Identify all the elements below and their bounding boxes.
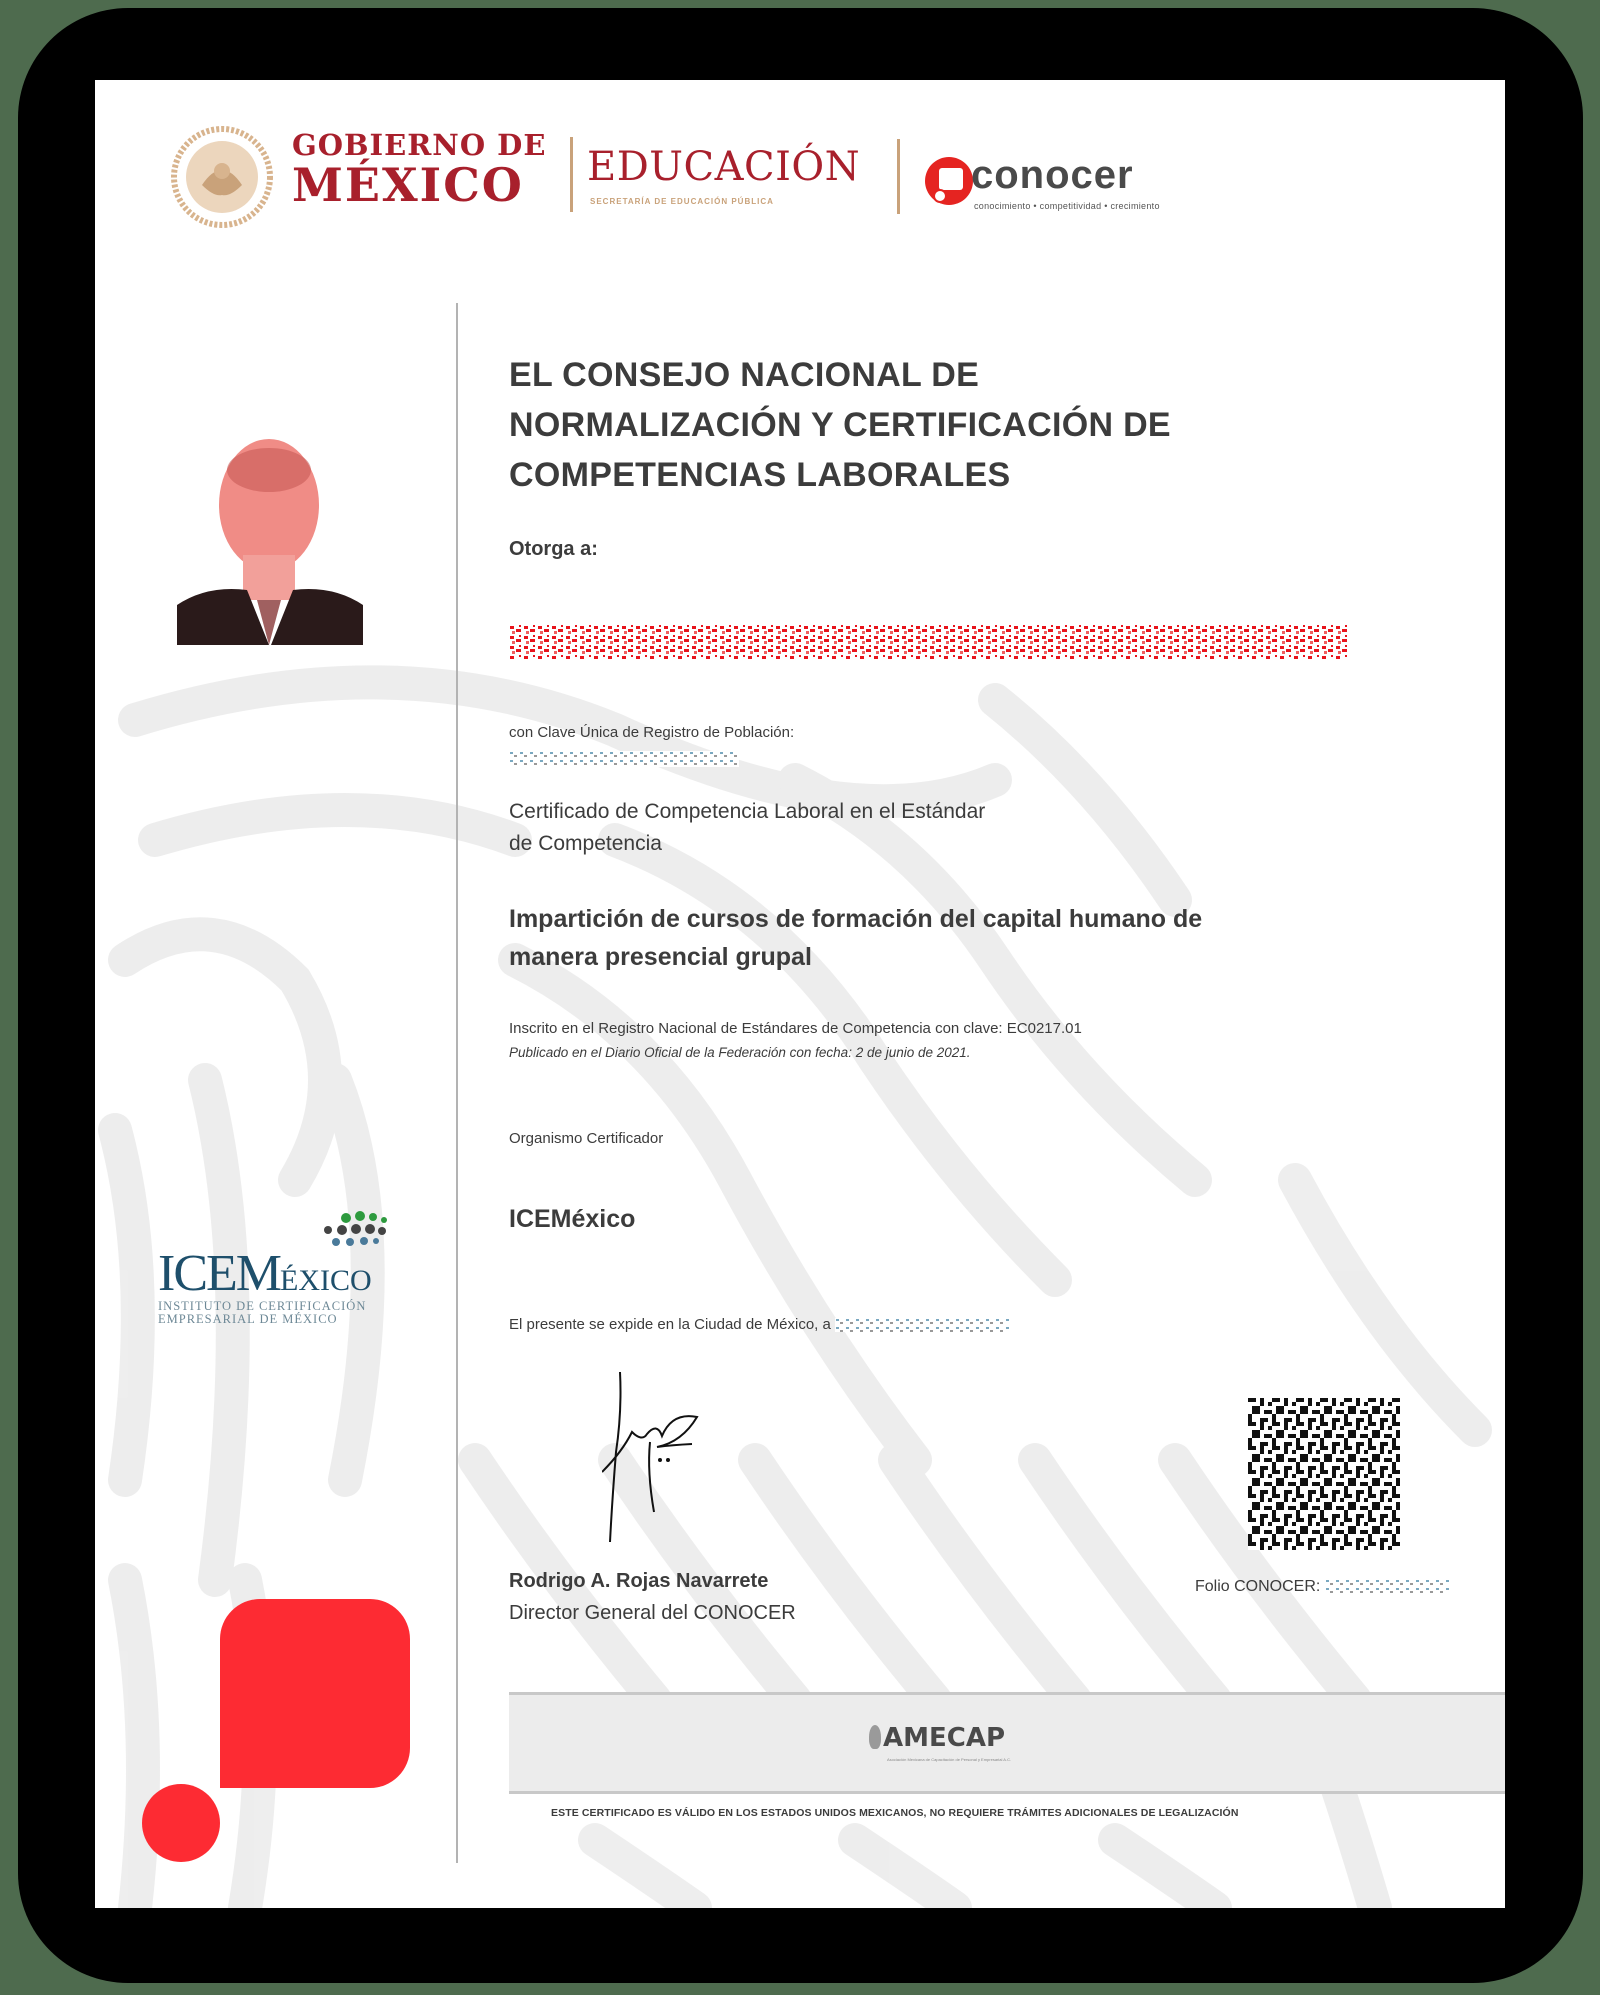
conocer-tagline: conocimiento • competitividad • crecimiento <box>974 201 1160 211</box>
issue-statement: El presente se expide en la Ciudad de México, a <box>509 1316 1010 1333</box>
signer-role: Director General del CONOCER <box>509 1602 796 1624</box>
issue-date-redacted <box>835 1318 1010 1332</box>
recipient-photo <box>177 425 363 645</box>
certificate-description: Certificado de Competencia Laboral en el Estándar de Competencia <box>509 800 986 855</box>
amecap-logo: AMECAP <box>869 1723 1005 1753</box>
amecap-flame-icon <box>869 1725 881 1749</box>
certificate-document <box>95 80 1505 1908</box>
amecap-subtitle: Asociación Mexicana de Capacitación de Personal y Empresarial A.C. <box>887 1757 1012 1762</box>
certifying-body-name: ICEMéxico <box>509 1205 636 1233</box>
curp-value-redacted <box>509 751 739 767</box>
registry-inscription: Inscrito en el Registro Nacional de Estándares de Competencia con clave: EC0217.01 <box>509 1020 1082 1037</box>
vertical-divider <box>456 303 458 1863</box>
legal-validity-notice: ESTE CERTIFICADO ES VÁLIDO EN LOS ESTADOS UNIDOS MEXICANOS, NO REQUIERE TRÁMITES ADICIONALES DE LEGALIZACIÓN <box>551 1807 1239 1819</box>
qr-code[interactable] <box>1248 1398 1400 1550</box>
signature <box>602 1372 702 1542</box>
gobierno-de-mexico-logo <box>292 128 547 212</box>
header-logos <box>170 125 1320 235</box>
gobierno-line1: GOBIERNO DE <box>292 128 547 162</box>
folio-conocer: Folio CONOCER: <box>1195 1578 1450 1596</box>
logo-separator <box>570 137 573 212</box>
conocer-logo-icon <box>925 157 973 205</box>
competency-standard-title: Impartición de cursos de formación del capital humano de manera presencial grupal <box>509 905 1203 971</box>
logo-separator <box>897 139 900 214</box>
curp-label: con Clave Única de Registro de Población: <box>509 724 795 741</box>
conocer-wordmark: conocer <box>971 153 1134 197</box>
sep-subtitle: SECRETARÍA DE EDUCACIÓN PÚBLICA <box>590 197 774 206</box>
mexico-seal-icon <box>170 125 275 230</box>
gobierno-line2: MÉXICO <box>292 158 524 212</box>
conocer-red-dot-decoration <box>142 1784 220 1862</box>
icem-subtitle: INSTITUTO DE CERTIFICACIÓN EMPRESARIAL DE MÉXICO <box>158 1299 367 1327</box>
folio-value-redacted <box>1325 1579 1450 1595</box>
amecap-band <box>509 1692 1505 1794</box>
certifying-body-label: Organismo Certificador <box>509 1130 664 1147</box>
recipient-name-redacted <box>509 625 1349 659</box>
otorga-label: Otorga a: <box>509 538 598 560</box>
educacion-logo: EDUCACIÓN <box>587 144 861 190</box>
icem-mexico-logo <box>158 1208 398 1328</box>
icem-wordmark: ICEMÉXICO <box>158 1245 372 1302</box>
council-title: EL CONSEJO NACIONAL DE NORMALIZACIÓN Y CERTIFICACIÓN DE COMPETENCIAS LABORALES <box>509 356 1171 494</box>
signer-name: Rodrigo A. Rojas Navarrete <box>509 1570 769 1592</box>
conocer-red-square-decoration <box>220 1599 410 1788</box>
dof-publication: Publicado en el Diario Oficial de la Federación con fecha: 2 de junio de 2021. <box>509 1045 971 1060</box>
